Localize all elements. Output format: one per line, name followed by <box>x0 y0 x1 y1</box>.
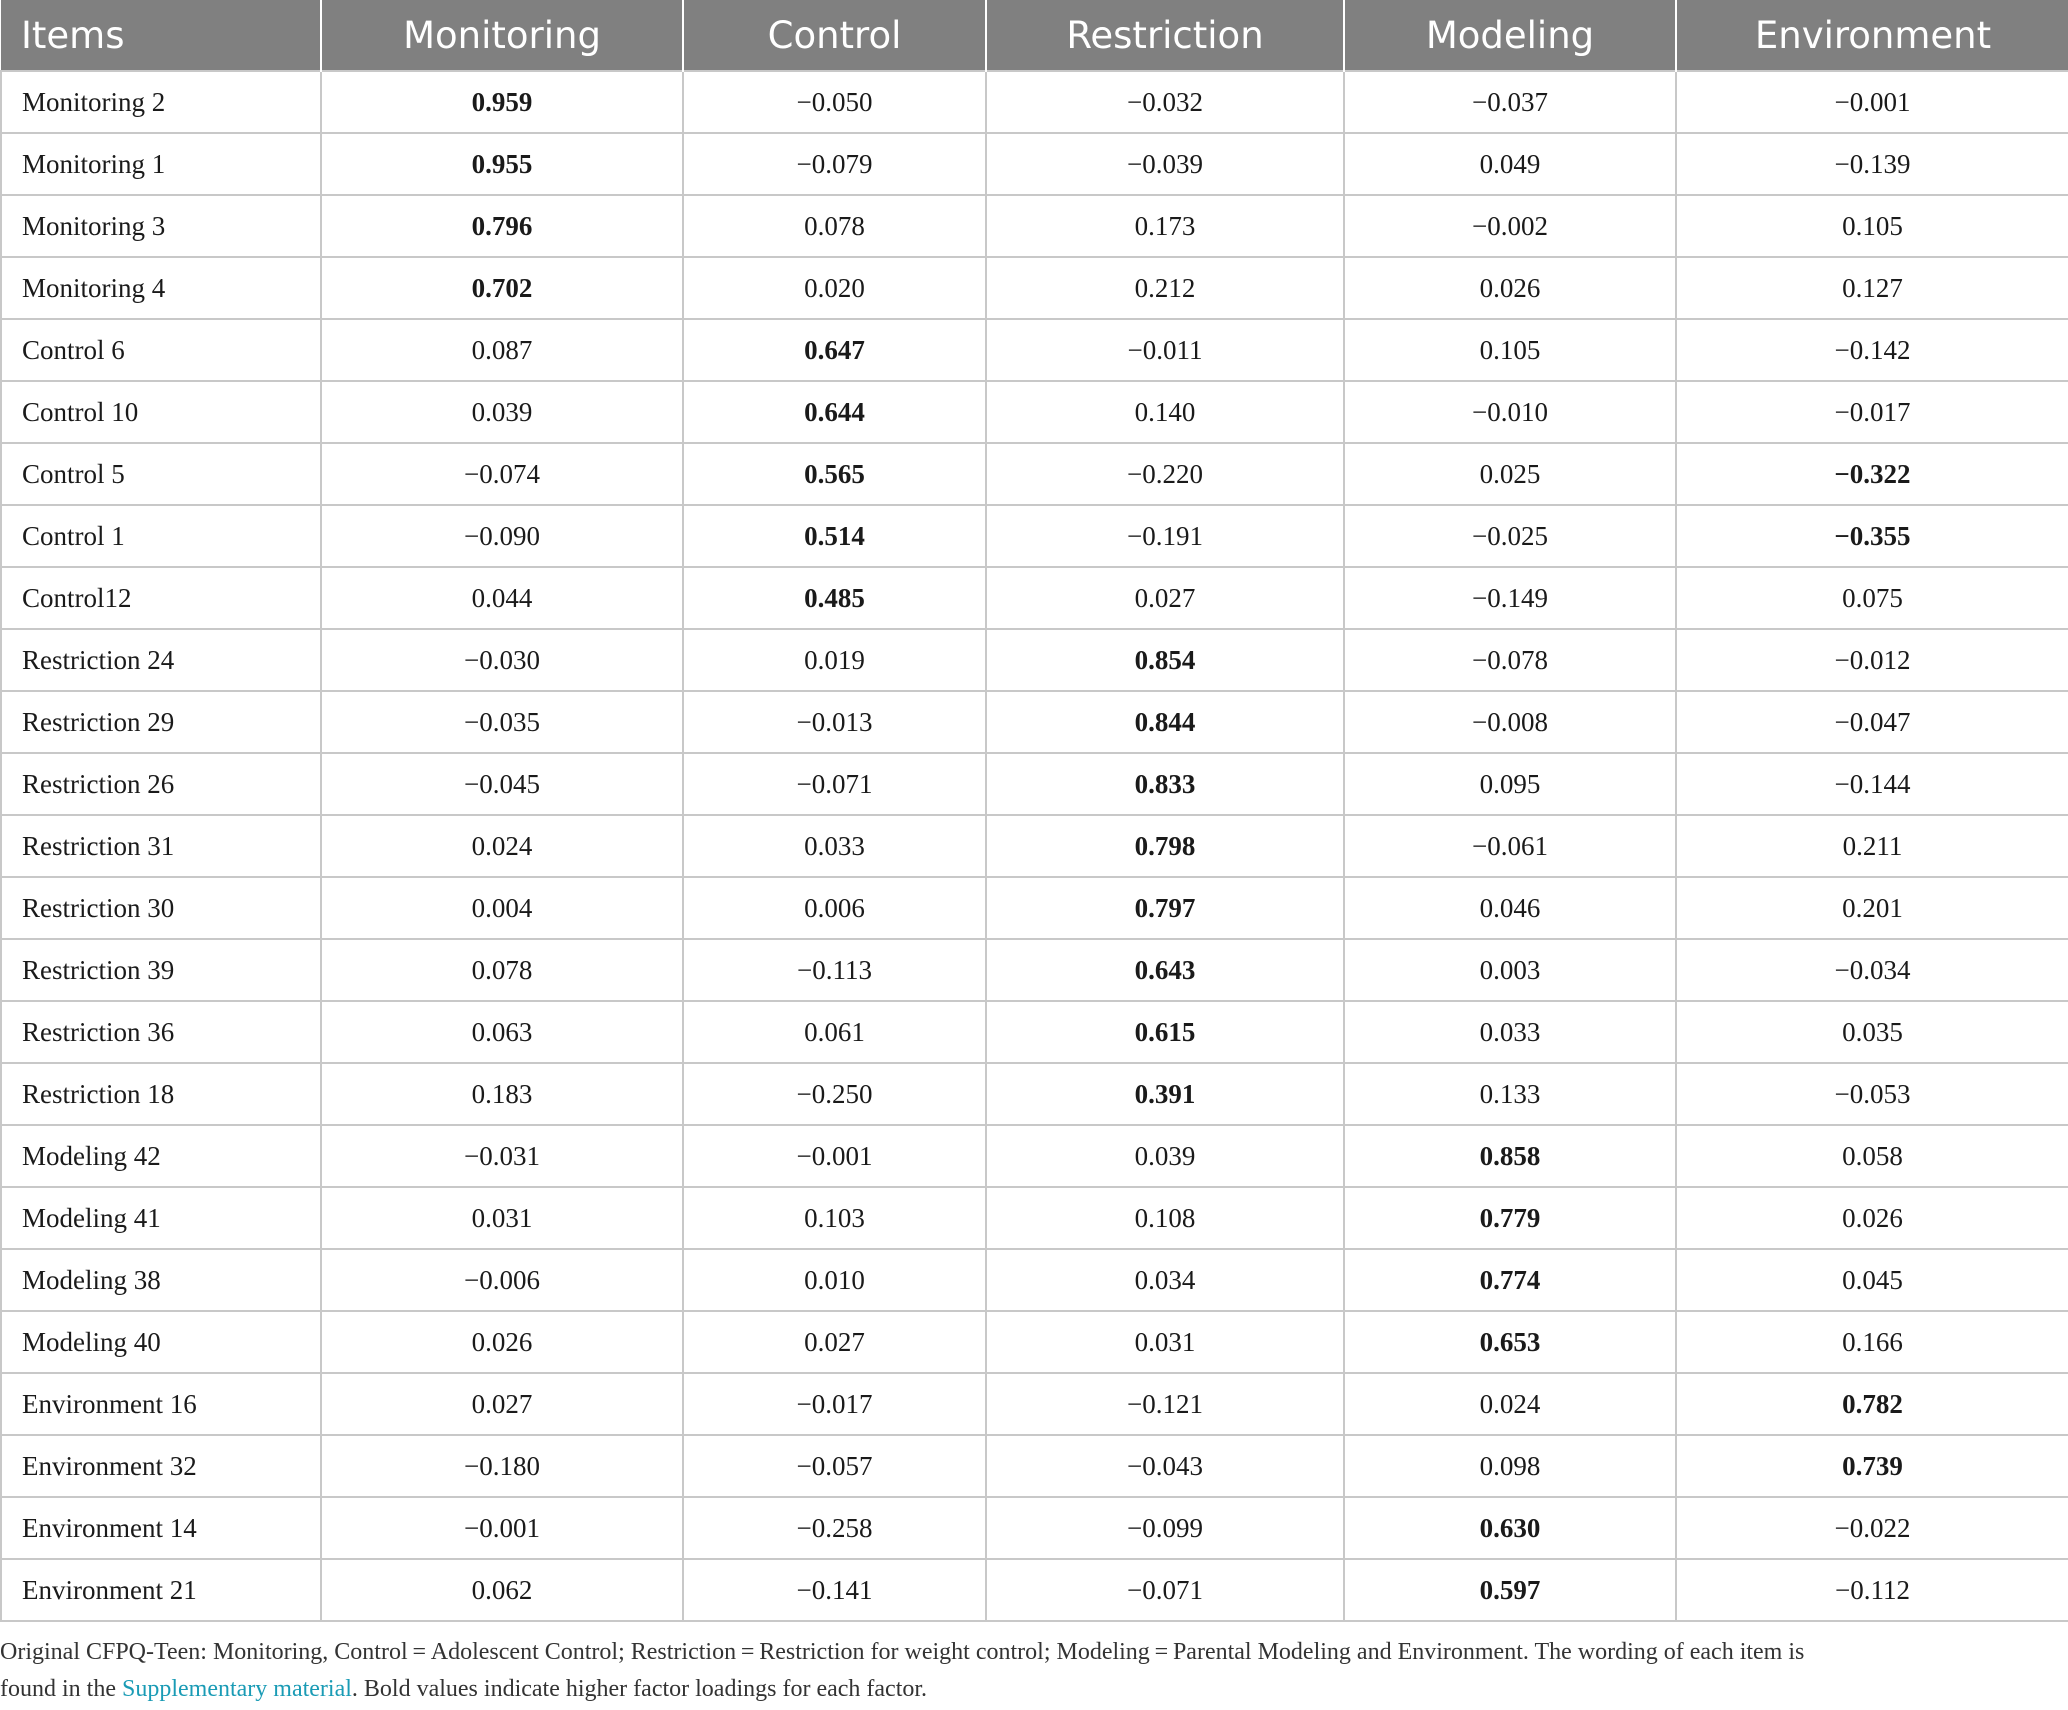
loading-cell: 0.103 <box>683 1187 986 1249</box>
loading-cell: −0.057 <box>683 1435 986 1497</box>
loading-cell: −0.030 <box>321 629 683 691</box>
loading-cell: 0.212 <box>986 257 1344 319</box>
table-row <box>1 1373 2068 1435</box>
loading-cell: 0.858 <box>1344 1125 1676 1187</box>
table-row <box>1 1187 2068 1249</box>
header-environment: Environment <box>1676 0 2068 71</box>
loading-cell: 0.025 <box>1344 443 1676 505</box>
loading-cell: −0.006 <box>321 1249 683 1311</box>
loading-cell: 0.010 <box>683 1249 986 1311</box>
table-row <box>1 1559 2068 1621</box>
item-label: Control12 <box>1 567 321 629</box>
loading-cell: −0.078 <box>1344 629 1676 691</box>
loading-cell: 0.033 <box>683 815 986 877</box>
loading-cell: −0.050 <box>683 71 986 133</box>
table-body <box>1 71 2068 1621</box>
loading-cell: −0.061 <box>1344 815 1676 877</box>
loading-cell: 0.166 <box>1676 1311 2068 1373</box>
supplementary-material-link[interactable]: Supplementary material <box>121 1676 352 1702</box>
table-row <box>1 567 2068 629</box>
loading-cell: 0.833 <box>986 753 1344 815</box>
item-label: Control 6 <box>1 319 321 381</box>
loading-cell: 0.078 <box>683 195 986 257</box>
loading-cell: −0.250 <box>683 1063 986 1125</box>
loading-cell: −0.141 <box>683 1559 986 1621</box>
loading-cell: 0.183 <box>321 1063 683 1125</box>
item-label: Modeling 42 <box>1 1125 321 1187</box>
loading-cell: −0.045 <box>321 753 683 815</box>
item-label: Control 1 <box>1 505 321 567</box>
item-label: Control 10 <box>1 381 321 443</box>
loading-cell: 0.959 <box>321 71 683 133</box>
loading-cell: −0.322 <box>1676 443 2068 505</box>
loading-cell: −0.142 <box>1676 319 2068 381</box>
loading-cell: −0.112 <box>1676 1559 2068 1621</box>
table-row <box>1 1001 2068 1063</box>
loading-cell: 0.854 <box>986 629 1344 691</box>
loading-cell: 0.095 <box>1344 753 1676 815</box>
loading-cell: 0.027 <box>683 1311 986 1373</box>
loading-cell: −0.017 <box>1676 381 2068 443</box>
loading-cell: 0.702 <box>321 257 683 319</box>
loading-cell: 0.615 <box>986 1001 1344 1063</box>
item-label: Modeling 40 <box>1 1311 321 1373</box>
loading-cell: 0.133 <box>1344 1063 1676 1125</box>
loading-cell: 0.391 <box>986 1063 1344 1125</box>
loading-cell: −0.013 <box>683 691 986 753</box>
item-label: Control 5 <box>1 443 321 505</box>
table-row <box>1 1063 2068 1125</box>
loading-cell: 0.797 <box>986 877 1344 939</box>
loading-cell: 0.127 <box>1676 257 2068 319</box>
loading-cell: 0.173 <box>986 195 1344 257</box>
loading-cell: 0.026 <box>1676 1187 2068 1249</box>
item-label: Monitoring 1 <box>1 133 321 195</box>
loading-cell: 0.739 <box>1676 1435 2068 1497</box>
loading-cell: −0.071 <box>986 1559 1344 1621</box>
loading-cell: 0.653 <box>1344 1311 1676 1373</box>
loading-cell: 0.597 <box>1344 1559 1676 1621</box>
item-label: Environment 21 <box>1 1559 321 1621</box>
loading-cell: 0.039 <box>986 1125 1344 1187</box>
item-label: Modeling 41 <box>1 1187 321 1249</box>
loading-cell: 0.004 <box>321 877 683 939</box>
item-label: Environment 16 <box>1 1373 321 1435</box>
loading-cell: 0.058 <box>1676 1125 2068 1187</box>
loading-cell: 0.643 <box>986 939 1344 1001</box>
loading-cell: −0.191 <box>986 505 1344 567</box>
item-label: Restriction 36 <box>1 1001 321 1063</box>
loading-cell: 0.098 <box>1344 1435 1676 1497</box>
table-row <box>1 71 2068 133</box>
loading-cell: 0.062 <box>321 1559 683 1621</box>
loading-cell: −0.258 <box>683 1497 986 1559</box>
loading-cell: −0.144 <box>1676 753 2068 815</box>
header-row <box>1 0 2068 71</box>
table-row <box>1 691 2068 753</box>
loading-cell: 0.955 <box>321 133 683 195</box>
loading-cell: −0.139 <box>1676 133 2068 195</box>
loading-cell: 0.796 <box>321 195 683 257</box>
table-row <box>1 319 2068 381</box>
item-label: Monitoring 3 <box>1 195 321 257</box>
loading-cell: −0.031 <box>321 1125 683 1187</box>
table-row <box>1 133 2068 195</box>
item-label: Restriction 24 <box>1 629 321 691</box>
loading-cell: 0.201 <box>1676 877 2068 939</box>
loading-cell: 0.644 <box>683 381 986 443</box>
table-row <box>1 1249 2068 1311</box>
loading-cell: −0.071 <box>683 753 986 815</box>
table-row <box>1 1497 2068 1559</box>
table-row <box>1 505 2068 567</box>
table-row <box>1 381 2068 443</box>
loading-cell: 0.049 <box>1344 133 1676 195</box>
loading-cell: 0.140 <box>986 381 1344 443</box>
loading-cell: −0.074 <box>321 443 683 505</box>
loading-cell: −0.037 <box>1344 71 1676 133</box>
loading-cell: 0.063 <box>321 1001 683 1063</box>
loading-cell: 0.026 <box>1344 257 1676 319</box>
loading-cell: −0.149 <box>1344 567 1676 629</box>
loading-cell: 0.044 <box>321 567 683 629</box>
loading-cell: 0.844 <box>986 691 1344 753</box>
loading-cell: 0.061 <box>683 1001 986 1063</box>
loading-cell: 0.075 <box>1676 567 2068 629</box>
loading-cell: 0.045 <box>1676 1249 2068 1311</box>
header-monitoring: Monitoring <box>321 0 683 71</box>
loading-cell: 0.031 <box>321 1187 683 1249</box>
loading-cell: −0.008 <box>1344 691 1676 753</box>
item-label: Monitoring 2 <box>1 71 321 133</box>
table-row <box>1 753 2068 815</box>
loading-cell: 0.033 <box>1344 1001 1676 1063</box>
loading-cell: −0.180 <box>321 1435 683 1497</box>
table-row <box>1 877 2068 939</box>
footnote-text-before-link: found in the <box>0 1676 122 1702</box>
loading-cell: 0.039 <box>321 381 683 443</box>
loading-cell: −0.043 <box>986 1435 1344 1497</box>
loading-cell: 0.003 <box>1344 939 1676 1001</box>
loading-cell: −0.121 <box>986 1373 1344 1435</box>
table-row <box>1 1311 2068 1373</box>
table-header <box>1 0 2068 71</box>
loading-cell: −0.001 <box>321 1497 683 1559</box>
loading-cell: 0.020 <box>683 257 986 319</box>
loading-cell: −0.017 <box>683 1373 986 1435</box>
loading-cell: 0.647 <box>683 319 986 381</box>
loading-cell: 0.027 <box>986 567 1344 629</box>
item-label: Modeling 38 <box>1 1249 321 1311</box>
loading-cell: −0.011 <box>986 319 1344 381</box>
loading-cell: −0.032 <box>986 71 1344 133</box>
loading-cell: −0.035 <box>321 691 683 753</box>
loading-cell: 0.630 <box>1344 1497 1676 1559</box>
loading-cell: −0.002 <box>1344 195 1676 257</box>
item-label: Restriction 29 <box>1 691 321 753</box>
loading-cell: 0.105 <box>1676 195 2068 257</box>
loading-cell: −0.090 <box>321 505 683 567</box>
loading-cell: 0.019 <box>683 629 986 691</box>
table-row <box>1 443 2068 505</box>
footnote-text-after-link: . Bold values indicate higher factor loadings for each factor. <box>351 1676 928 1702</box>
table-row <box>1 815 2068 877</box>
loading-cell: 0.034 <box>986 1249 1344 1311</box>
table-row <box>1 1435 2068 1497</box>
loading-cell: 0.031 <box>986 1311 1344 1373</box>
loading-cell: −0.220 <box>986 443 1344 505</box>
loading-cell: 0.078 <box>321 939 683 1001</box>
loading-cell: 0.024 <box>321 815 683 877</box>
loading-cell: 0.514 <box>683 505 986 567</box>
item-label: Monitoring 4 <box>1 257 321 319</box>
loading-cell: −0.047 <box>1676 691 2068 753</box>
loading-cell: 0.782 <box>1676 1373 2068 1435</box>
table-row <box>1 939 2068 1001</box>
item-label: Restriction 18 <box>1 1063 321 1125</box>
item-label: Restriction 30 <box>1 877 321 939</box>
footnote-line-1: Original CFPQ-Teen: Monitoring, Control = Adolescent Control; Restriction = Restriction for weight control; Modeling = Parental Modeling and Environment. The wording of each item is <box>0 1639 1805 1665</box>
loading-cell: 0.798 <box>986 815 1344 877</box>
loading-cell: 0.035 <box>1676 1001 2068 1063</box>
loading-cell: 0.087 <box>321 319 683 381</box>
loading-cell: −0.001 <box>1676 71 2068 133</box>
loading-cell: −0.010 <box>1344 381 1676 443</box>
loading-cell: −0.001 <box>683 1125 986 1187</box>
loading-cell: −0.025 <box>1344 505 1676 567</box>
table-row <box>1 629 2068 691</box>
table-footnote <box>0 1634 2060 1708</box>
loading-cell: −0.039 <box>986 133 1344 195</box>
loading-cell: −0.034 <box>1676 939 2068 1001</box>
item-label: Restriction 26 <box>1 753 321 815</box>
loading-cell: 0.105 <box>1344 319 1676 381</box>
item-label: Environment 14 <box>1 1497 321 1559</box>
header-modeling: Modeling <box>1344 0 1676 71</box>
header-control: Control <box>683 0 986 71</box>
item-label: Restriction 39 <box>1 939 321 1001</box>
table-row <box>1 257 2068 319</box>
header-restriction: Restriction <box>986 0 1344 71</box>
item-label: Environment 32 <box>1 1435 321 1497</box>
loading-cell: −0.355 <box>1676 505 2068 567</box>
table-row <box>1 195 2068 257</box>
loading-cell: 0.211 <box>1676 815 2068 877</box>
loading-cell: 0.046 <box>1344 877 1676 939</box>
loading-cell: −0.079 <box>683 133 986 195</box>
table-row <box>1 1125 2068 1187</box>
loading-cell: −0.099 <box>986 1497 1344 1559</box>
loading-cell: 0.565 <box>683 443 986 505</box>
item-label: Restriction 31 <box>1 815 321 877</box>
loading-cell: −0.012 <box>1676 629 2068 691</box>
loading-cell: 0.485 <box>683 567 986 629</box>
loading-cell: 0.774 <box>1344 1249 1676 1311</box>
loading-cell: 0.026 <box>321 1311 683 1373</box>
loading-cell: −0.022 <box>1676 1497 2068 1559</box>
loading-cell: 0.027 <box>321 1373 683 1435</box>
loading-cell: 0.779 <box>1344 1187 1676 1249</box>
loading-cell: 0.006 <box>683 877 986 939</box>
loading-cell: 0.108 <box>986 1187 1344 1249</box>
loading-cell: 0.024 <box>1344 1373 1676 1435</box>
loading-cell: −0.053 <box>1676 1063 2068 1125</box>
header-items: Items <box>1 0 321 71</box>
loading-cell: −0.113 <box>683 939 986 1001</box>
